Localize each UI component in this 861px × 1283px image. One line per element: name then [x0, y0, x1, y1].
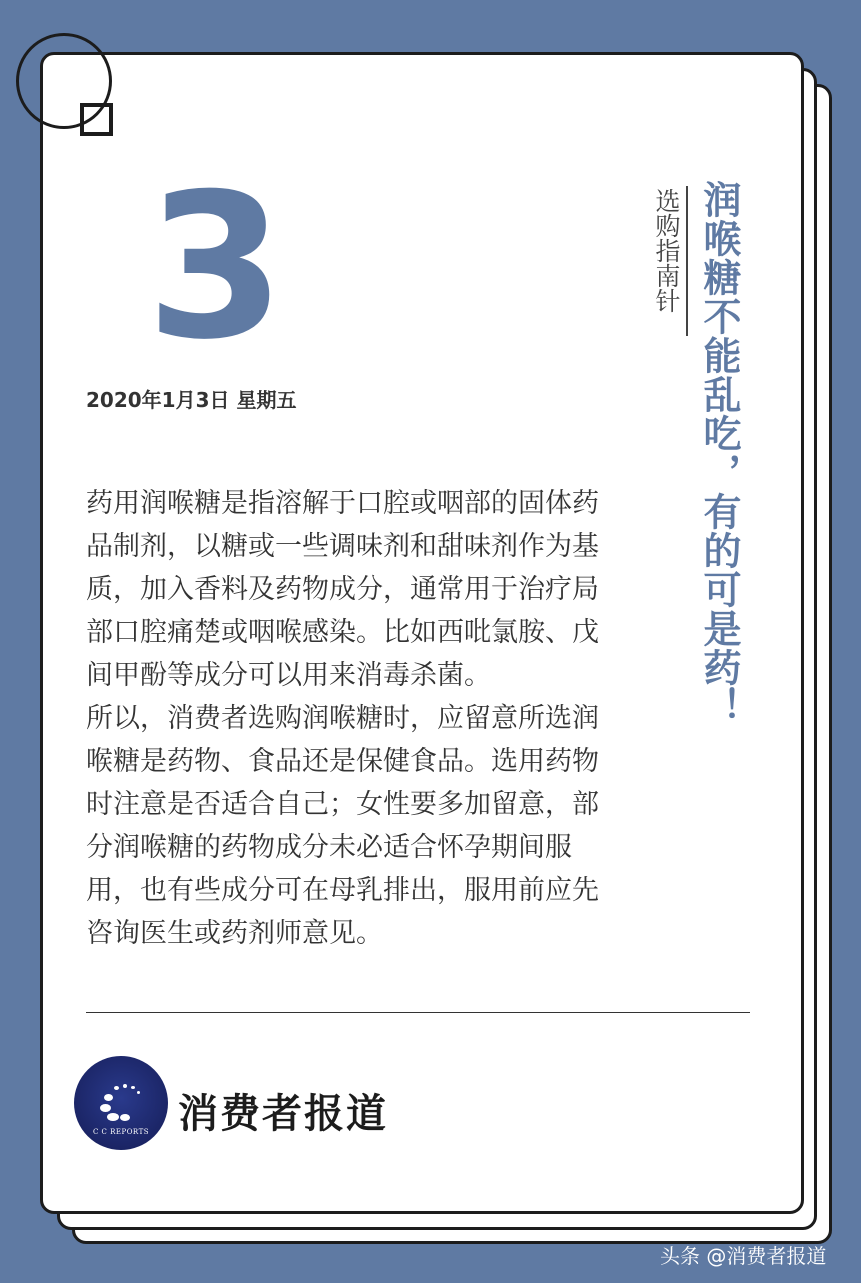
logo-dot	[131, 1086, 135, 1089]
date-line: 2020年1月3日 星期五	[86, 388, 297, 412]
vertical-divider	[686, 186, 688, 336]
brand-name: 消费者报道	[178, 1090, 388, 1137]
cc-reports-logo	[74, 1056, 168, 1150]
logo-dot	[120, 1114, 130, 1121]
logo-dot	[114, 1086, 119, 1090]
logo-dot	[104, 1094, 113, 1101]
logo-dot	[107, 1113, 119, 1121]
section-label: 选购指南针	[652, 188, 681, 313]
article-paragraph: 药用润喉糖是指溶解于口腔或咽部的固体药品制剂，以糖或一些调味剂和甜味剂作为基质，加入香料及药物成分，通常用于治疗局部口腔痛楚或咽喉感染。比如西吡氯胺、戊间甲酚等成分可以用来消毒杀菌。	[86, 488, 599, 691]
article-body	[86, 482, 616, 955]
day-number: 3	[146, 151, 286, 384]
logo-dot	[123, 1084, 127, 1088]
logo-caption: C C REPORTS	[92, 1128, 150, 1136]
article-paragraph: 所以，消费者选购润喉糖时，应留意所选润喉糖是药物、食品还是保健食品。选用药物时注意是否适合自己；女性要多加留意，部分润喉糖的药物成分未必适合怀孕期间服用，也有些成分可在母乳排出，服用前应先咨询医生或药剂师意见。	[86, 703, 599, 949]
source-watermark: 头条 @消费者报道	[660, 1244, 827, 1268]
headline: 润喉糖不能乱吃，有的可是药！	[697, 180, 741, 726]
decorative-square	[80, 103, 113, 136]
logo-dot	[137, 1091, 140, 1094]
footer-divider	[86, 1012, 750, 1013]
logo-dot	[100, 1104, 111, 1112]
